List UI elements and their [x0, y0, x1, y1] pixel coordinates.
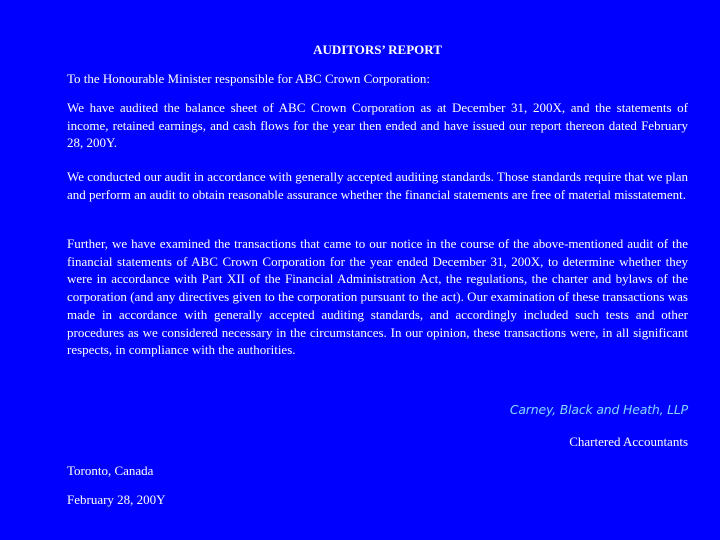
- report-location: Toronto, Canada: [67, 463, 154, 478]
- firm-designation: Chartered Accountants: [569, 434, 688, 449]
- addressee-line: To the Honourable Minister responsible for ABC Crown Corporation:: [67, 71, 431, 86]
- auditor-signature: Carney, Black and Heath, LLP: [509, 402, 688, 417]
- paragraph-audit-scope: We have audited the balance sheet of ABC Crown Corporation as at December 31, 200X, and the statements of income, retained earnings, and cash flows for the year then ended and have issued our report thereon dated February 28, 200Y.: [67, 100, 688, 151]
- report-title: AUDITORS’ REPORT: [313, 42, 442, 57]
- paragraph-audit-standards: We conducted our audit in accordance with generally accepted auditing standards. Those standards require that we plan and perform an audit to obtain reasonable assurance whether the financial statements are free of material misstatement.: [67, 169, 688, 202]
- paragraph-compliance-opinion: Further, we have examined the transactions that came to our notice in the course of the above-mentioned audit of the financial statements of ABC Crown Corporation for the year ended December 31, 200X, to determine whether they were in accordance with Part XII of the Financial Administration Act, the regulations, the charter and bylaws of the corporation (and any directives given to the corporation pursuant to the act). Our examination of these transactions was made in accordance with generally accepted auditing standards, and accordingly included such tests and other procedures as we considered necessary in the circumstances. In our opinion, these transactions were, in all significant respects, in compliance with the authorities.: [67, 236, 688, 358]
- report-date: February 28, 200Y: [67, 492, 166, 507]
